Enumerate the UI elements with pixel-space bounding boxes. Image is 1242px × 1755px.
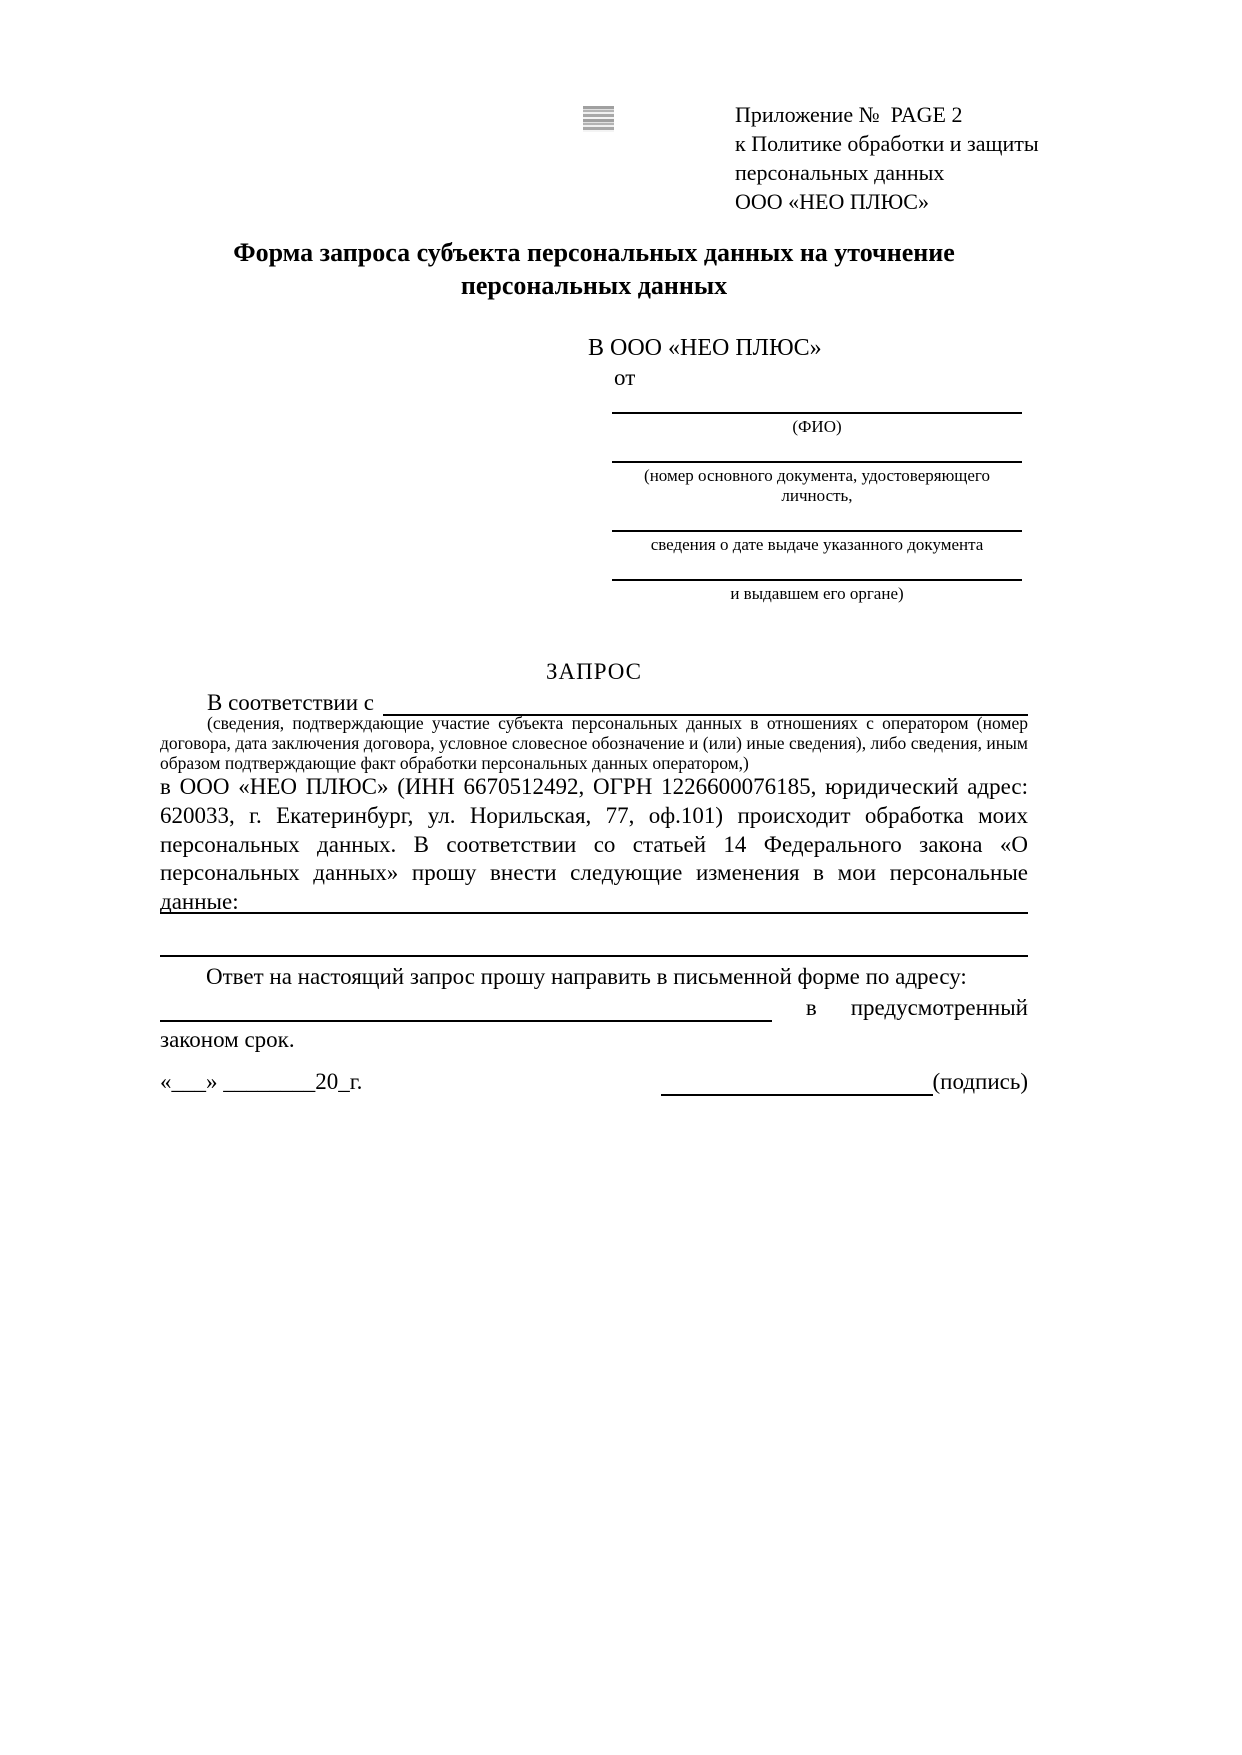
request-heading: ЗАПРОС <box>545 659 643 684</box>
signature-label: (подпись) <box>932 1069 1028 1094</box>
changes-input-line-1[interactable] <box>160 912 1028 914</box>
issue-date-label: сведения о дате выдаче указанного документа <box>650 535 984 554</box>
address-input-line[interactable] <box>160 995 772 1022</box>
answer-line1: Ответ на настоящий запрос прошу направить в письменной форме по адресу: <box>206 964 967 989</box>
embedded-object-artifact-icon <box>583 106 614 132</box>
form-title-line1: Форма запроса субъекта персональных данных на уточнение <box>233 238 955 267</box>
answer-word-stipulated: предусмотренный <box>850 995 1028 1020</box>
answer-word-in: в <box>805 995 817 1020</box>
date-field[interactable]: «___» ________20_г. <box>160 1069 363 1094</box>
addressee-block <box>588 334 1022 604</box>
policy-line: к Политике обработки и защиты <box>735 131 1039 156</box>
changes-input-line-2[interactable] <box>160 955 1028 957</box>
issuer-label: и выдавшем его органе) <box>730 584 904 603</box>
signature-line[interactable] <box>661 1072 933 1096</box>
signature-group <box>661 1068 1028 1096</box>
date-signature-row <box>160 1068 1028 1096</box>
addressee-to: В ООО «НЕО ПЛЮС» <box>588 335 822 361</box>
fio-label: (ФИО) <box>792 417 842 436</box>
appendix-number-line: Приложение № PAGE 2 <box>735 102 963 127</box>
company-name-line: ООО «НЕО ПЛЮС» <box>735 189 929 214</box>
form-title <box>160 236 1028 302</box>
appendix-header <box>735 100 1039 216</box>
body-paragraph: в ООО «НЕО ПЛЮС» (ИНН 6670512492, ОГРН 1226600076185, юридический адрес: 620033, г. Екатеринбург, ул. Норильская, 77, оф.101) происходит обработка моих персональных данных. В соответствии со статьей 14 Федерального закона «О персональных данных» прошу внести следующие изменения в мои персональные данные: <box>160 774 1028 915</box>
answer-line2 <box>160 991 1028 1022</box>
answer-line3: законом срок. <box>160 1027 295 1052</box>
from-label: от <box>614 365 636 390</box>
document-number-label: (номер основного документа, удостоверяющего личность, <box>644 466 990 505</box>
accordance-prefix: В соответствии с <box>207 690 375 715</box>
answer-paragraph <box>160 962 1028 1054</box>
personal-data-line: персональных данных <box>735 160 945 185</box>
note-text: (сведения, подтверждающие участие субъекта персональных данных в отношениях с оператором (номер договора, дата заключения договора, условное словесное обозначение и (или) иные сведения), либо сведения, иным образом подтверждающие факт обработки персональных данных оператором,) <box>160 713 1028 773</box>
form-title-line2: персональных данных <box>460 271 728 300</box>
